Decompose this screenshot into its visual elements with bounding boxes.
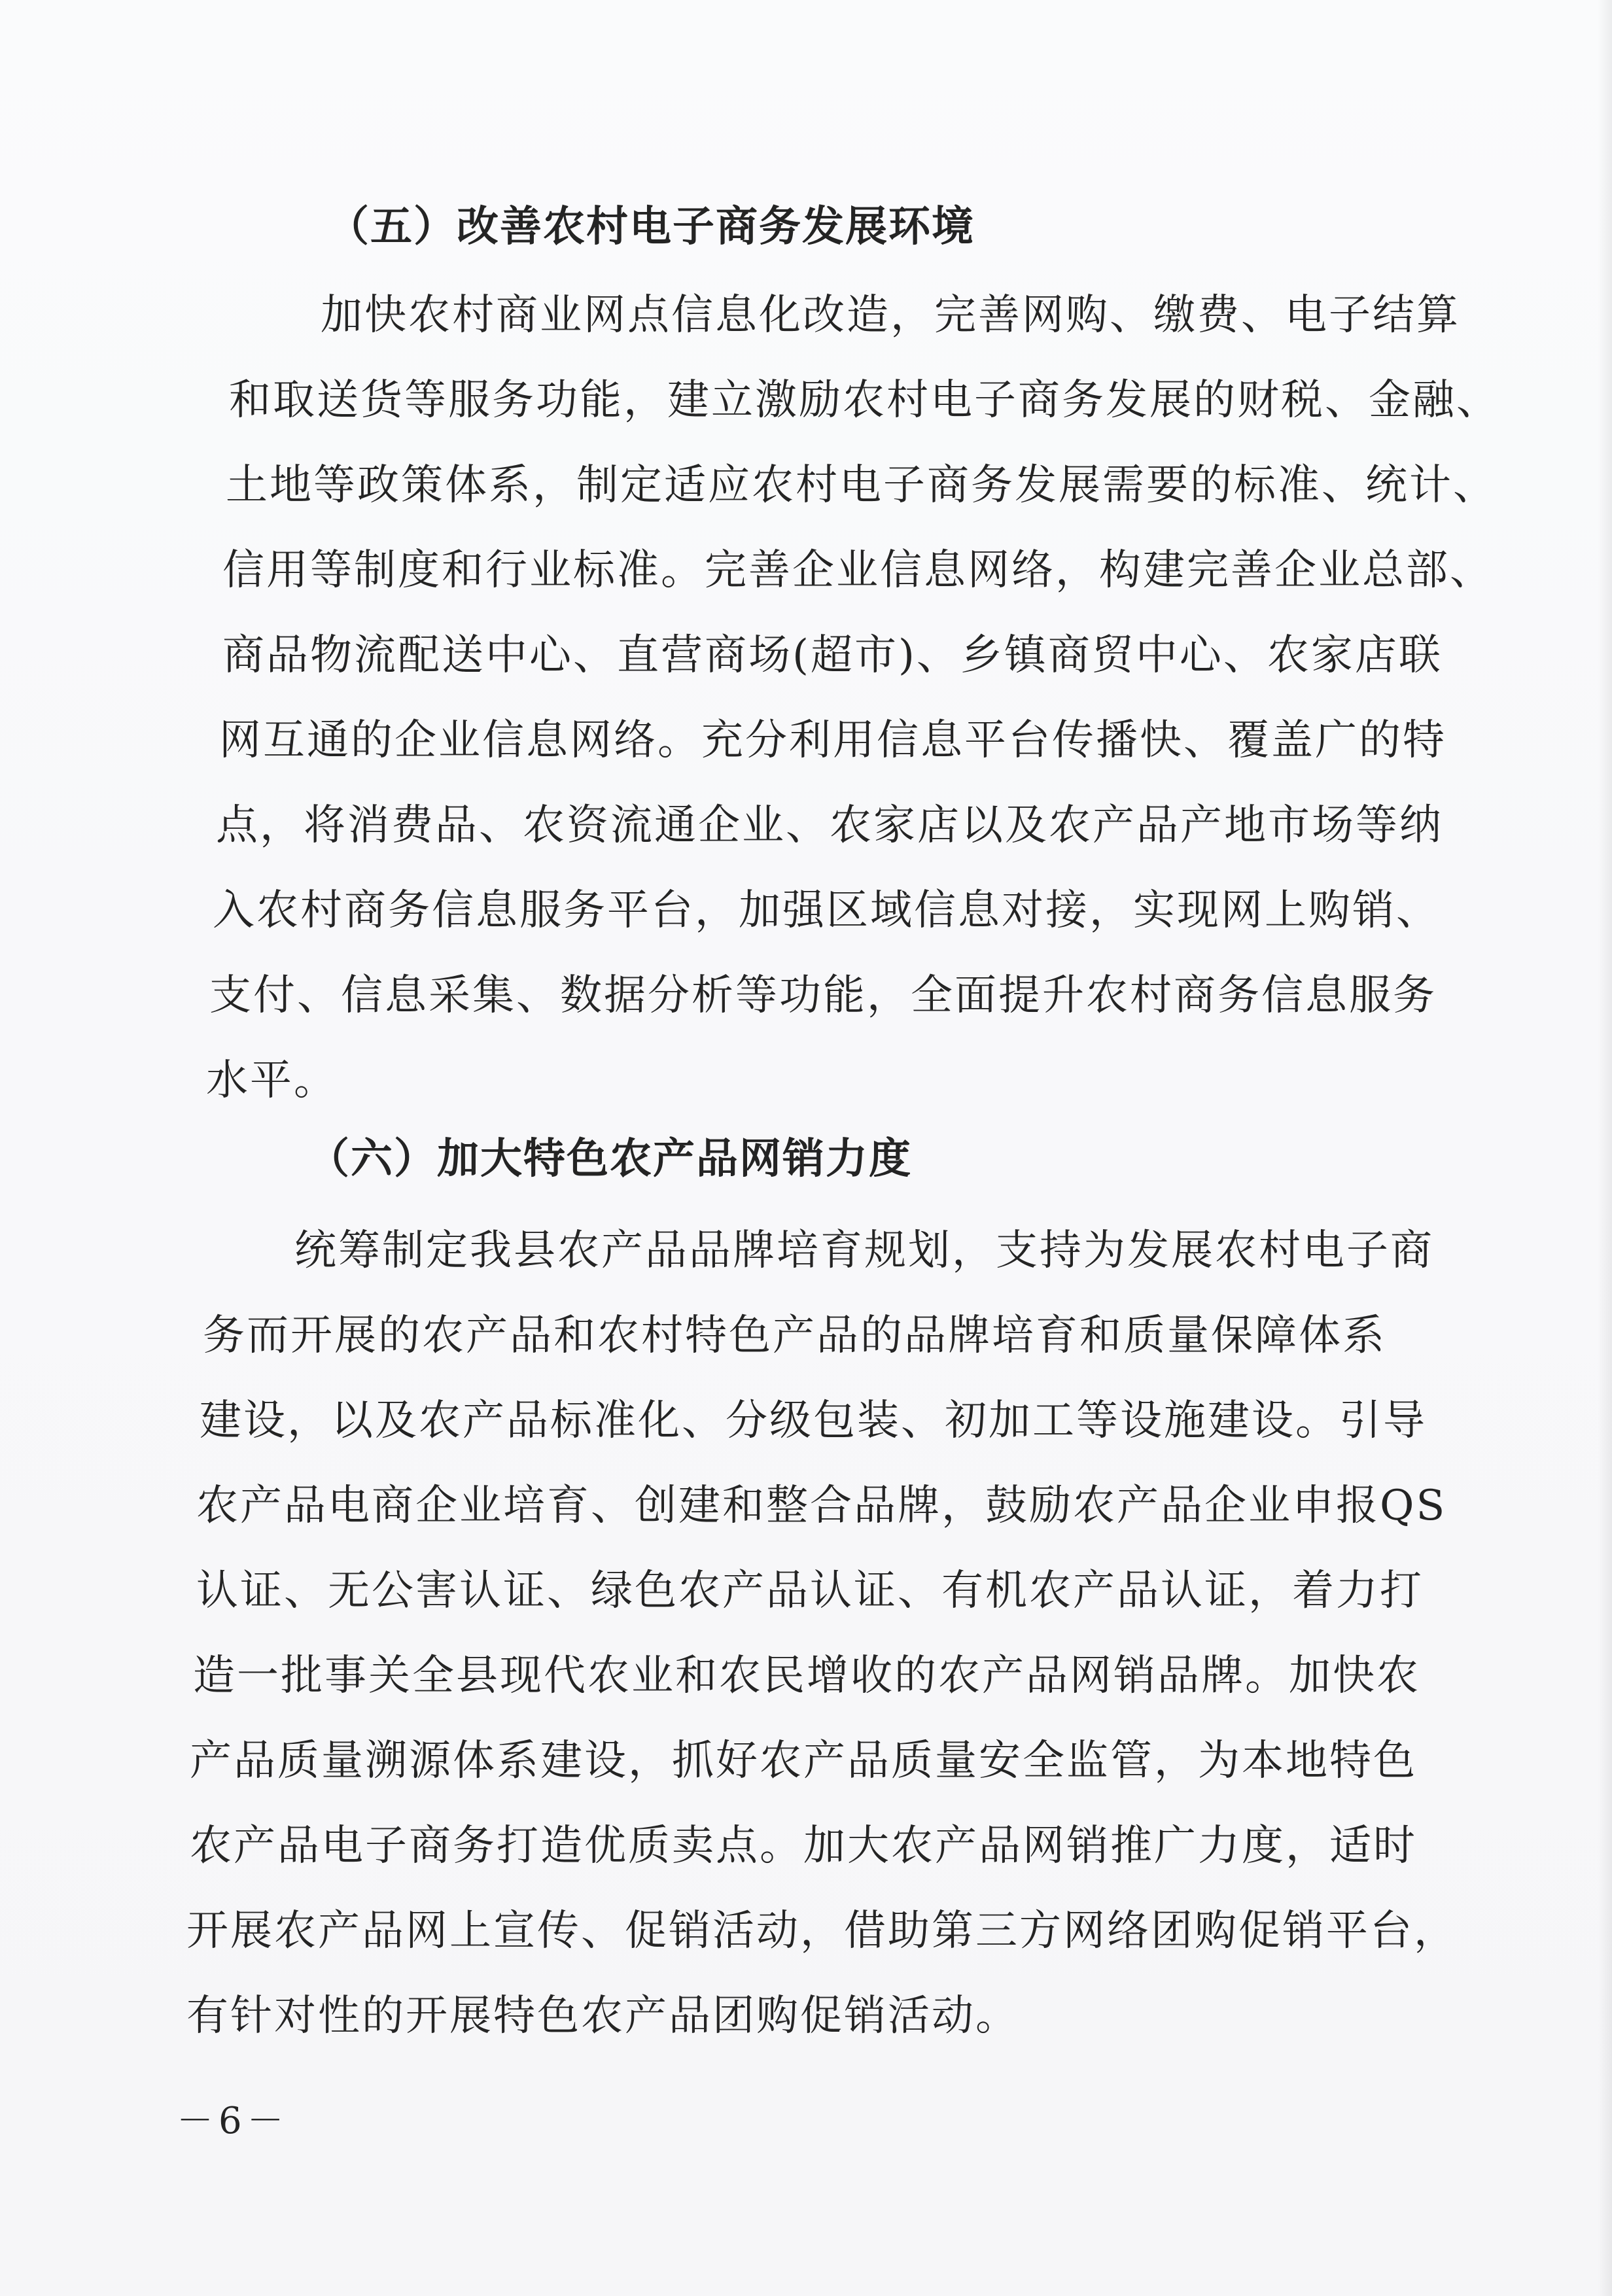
paragraph-line: 和取送货等服务功能，建立激励农村电子商务发展的财税、金融、 xyxy=(229,376,1500,425)
paragraph-line: 商品物流配送中心、直营商场(超市)、乡镇商贸中心、农家店联 xyxy=(222,631,1443,680)
paragraph-line: 造一批事关全县现代农业和农民增收的农产品网销品牌。加快农 xyxy=(193,1652,1420,1700)
paragraph-line: 产品质量溯源体系建设，抓好农产品质量安全监管，为本地特色 xyxy=(190,1737,1417,1785)
page-number: －6－ xyxy=(177,2100,289,2142)
paragraph-line: 统筹制定我县农产品品牌培育规划，支持为发展农村电子商 xyxy=(294,1226,1434,1275)
paragraph-line: 认证、无公害认证、绿色农产品认证、有机农产品认证，着力打 xyxy=(196,1567,1424,1615)
paragraph-line: 点，将消费品、农资流通企业、农家店以及农产品产地市场等纳 xyxy=(216,801,1443,850)
paragraph-line: 水平。 xyxy=(206,1056,338,1105)
paragraph-line: 支付、信息采集、数据分析等功能，全面提升农村商务信息服务 xyxy=(209,971,1437,1020)
paragraph-line: 建设，以及农产品标准化、分级包装、初加工等设施建设。引导 xyxy=(200,1397,1427,1445)
paragraph-line: 有针对性的开展特色农产品团购促销活动。 xyxy=(186,1992,1019,2040)
paragraph-line: 信用等制度和行业标准。完善企业信息网络，构建完善企业总部、 xyxy=(222,546,1494,595)
paragraph-line: 农产品电子商务打造优质卖点。加大农产品网销推广力度，适时 xyxy=(190,1822,1417,1870)
paragraph-line: 土地等政策体系，制定适应农村电子商务发展需要的标准、统计、 xyxy=(226,461,1497,510)
paragraph-line: 务而开展的农产品和农村特色产品的品牌培育和质量保障体系 xyxy=(203,1312,1386,1360)
paragraph-line: 加快农村商业网点信息化改造，完善网购、缴费、电子结算 xyxy=(321,291,1460,339)
paragraph-line: 开展农产品网上宣传、促销活动，借助第三方网络团购促销平台， xyxy=(186,1907,1458,1955)
paragraph-line: 入农村商务信息服务平台，加强区域信息对接，实现网上购销、 xyxy=(213,886,1440,935)
section-heading-6: （六）加大特色农产品网销力度 xyxy=(307,1134,912,1183)
paragraph-line: 网互通的企业信息网络。充分利用信息平台传播快、覆盖广的特 xyxy=(219,716,1446,765)
page-edge-shadow xyxy=(1598,0,1612,2296)
section-heading-5: （五）改善农村电子商务发展环境 xyxy=(327,202,975,251)
paragraph-line: 农产品电商企业培育、创建和整合品牌，鼓励农产品企业申报QS xyxy=(196,1482,1447,1530)
